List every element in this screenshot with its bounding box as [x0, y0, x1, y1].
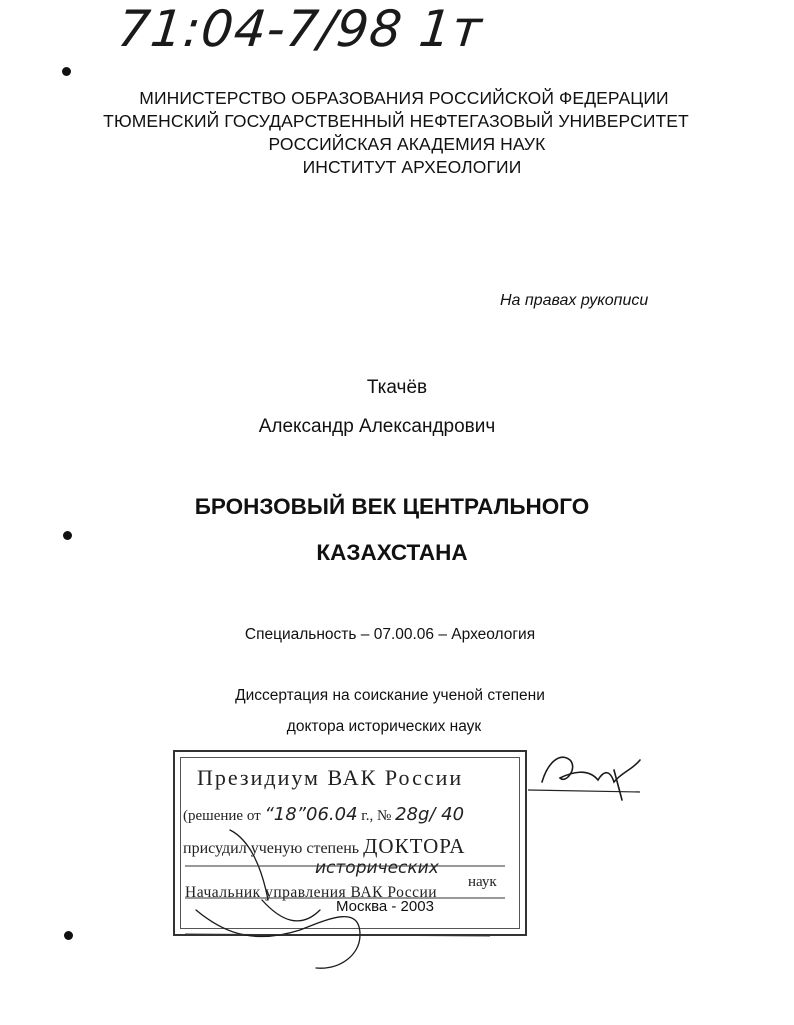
specialty: Специальность – 07.00.06 – Археология — [244, 626, 536, 643]
stamp-title: Президиум ВАК России — [197, 765, 464, 790]
city-year: Москва - 2003 — [336, 898, 434, 915]
author-surname: Ткачёв — [366, 377, 428, 398]
dissertation-title-line1: БРОНЗОВЫЙ ВЕК ЦЕНТРАЛЬНОГО — [194, 494, 590, 519]
stamp-decision-prefix: (решение от — [183, 808, 261, 824]
stamp-head-signature-line: Начальник управления ВАК России — [185, 884, 438, 901]
stamp-decision-number: 28g/ 40 — [395, 804, 465, 825]
manuscript-rights-note: На правах рукописи — [500, 292, 649, 309]
stamp-decision-year: г., № — [361, 808, 392, 824]
stamp-awarded-prefix: присудил ученую степень — [183, 840, 360, 857]
author-given-names: Александр Александрович — [258, 416, 496, 437]
header-academy: РОССИЙСКАЯ АКАДЕМИЯ НАУК — [268, 134, 546, 154]
stamp-field-handwritten: исторических — [315, 858, 439, 878]
dissertation-degree-line2: доктора исторических наук — [286, 718, 482, 735]
archive-code: 71:04-7/98 1т — [114, 0, 486, 58]
header-institute: ИНСТИТУТ АРХЕОЛОГИИ — [302, 157, 522, 177]
header-ministry: МИНИСТЕРСТВО ОБРАЗОВАНИЯ РОССИЙСКОЙ ФЕДЕРАЦИИ — [139, 88, 669, 108]
stamp-decision-date: “18”06.04 — [264, 804, 358, 825]
stamp-field-suffix: наук — [468, 874, 497, 890]
dissertation-title-line2: КАЗАХСТАНА — [316, 540, 468, 565]
stamp-awarded-degree: ДОКТОРА — [363, 834, 466, 858]
header-university: ТЮМЕНСКИЙ ГОСУДАРСТВЕННЫЙ НЕФТЕГАЗОВЫЙ УНИВЕРСИТЕТ — [103, 111, 689, 131]
dissertation-degree-line1: Диссертация на соискание ученой степени — [235, 687, 545, 704]
